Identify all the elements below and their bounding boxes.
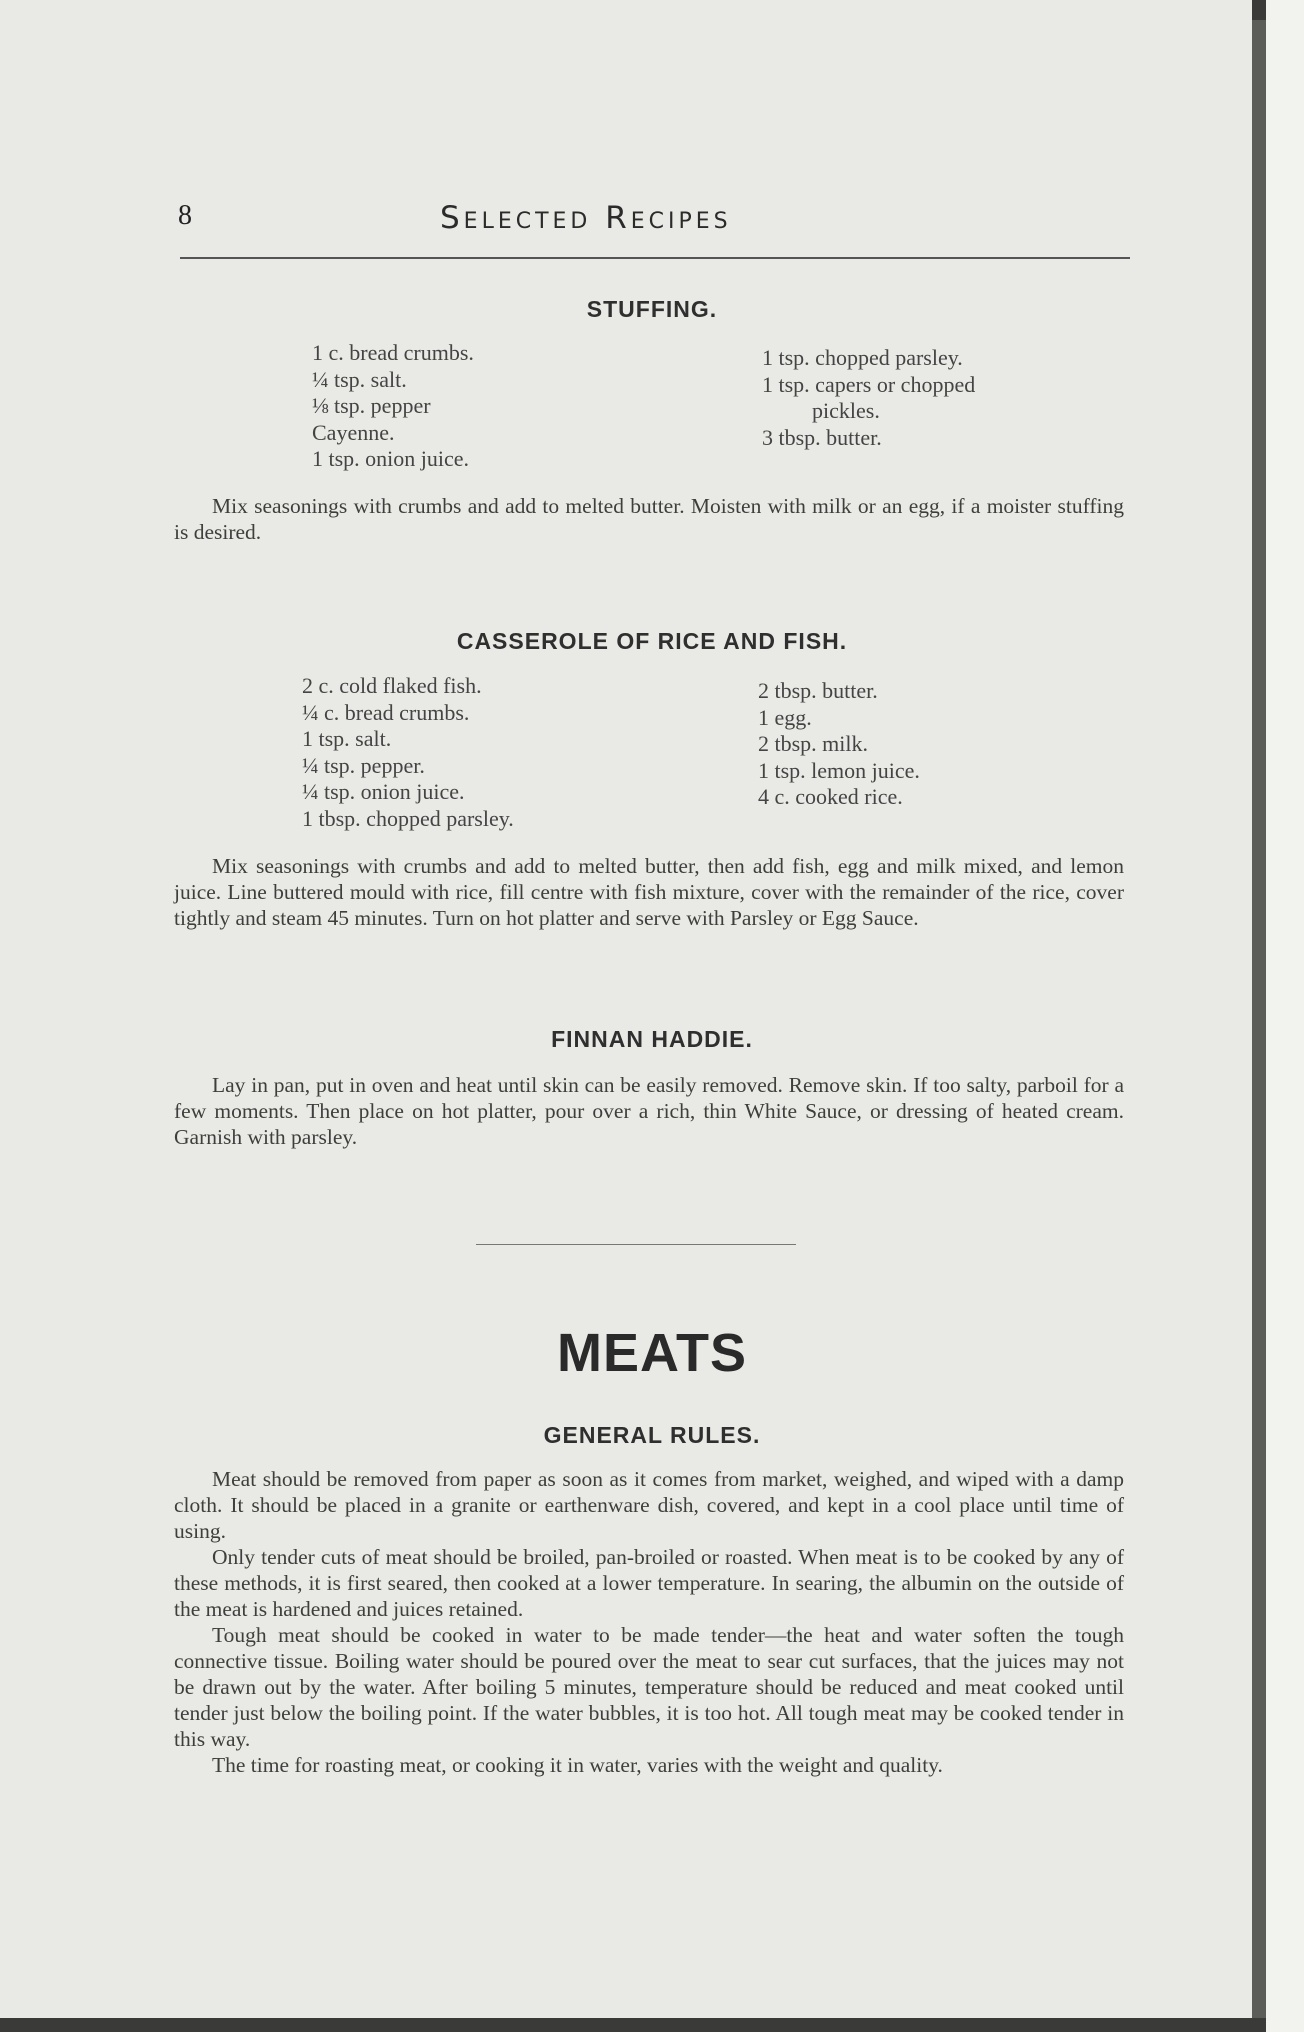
header-rule <box>180 257 1130 259</box>
ingredient-item: ¼ c. bread crumbs. <box>302 699 470 725</box>
page-number: 8 <box>178 200 192 231</box>
recipe-title-casserole: CASSEROLE OF RICE AND FISH. <box>456 628 848 654</box>
ingredient-item: ¼ tsp. onion juice. <box>302 779 465 804</box>
ingredient-item: pickles. <box>812 398 880 423</box>
ingredient-item: 1 tsp. chopped parsley. <box>762 345 963 370</box>
ingredient-item: ¼ tsp. salt. <box>312 366 407 392</box>
ingredient-item: 1 tsp. capers or chopped <box>762 371 976 397</box>
recipe-title-stuffing: STUFFING. <box>586 296 718 322</box>
ingredient-item: 2 tbsp. milk. <box>758 731 869 756</box>
casserole-ingredients-right <box>758 678 920 811</box>
ingredient-item: 3 tbsp. butter. <box>762 424 882 450</box>
section-title-meats: MEATS <box>557 1323 747 1383</box>
section-divider <box>476 1244 796 1245</box>
ingredient-item: 1 tsp. onion juice. <box>312 446 470 471</box>
rule-paragraph: The time for roasting meat, or cooking it in water, varies with the weight and quality. <box>212 1753 943 1777</box>
ingredient-item: ¼ tsp. pepper. <box>302 752 425 778</box>
ingredient-item: 2 c. cold flaked fish. <box>302 673 482 698</box>
rule-paragraph: Only tender cuts of meat should be broiled, pan-broiled or roasted. When meat is to be cooked by any of these methods, it is first seared, then cooked at a lower temperature. In searing, the albumin on the outside of the meat is hardened and juices retained. <box>174 1545 1124 1621</box>
method-paragraph: Mix seasonings with crumbs and add to melted butter. Moisten with milk or an egg, if a moister stuffing is desired. <box>174 494 1124 544</box>
finnan-method <box>174 1072 1124 1150</box>
rule-paragraph: Meat should be removed from paper as soon as it comes from market, weighed, and wiped with a damp cloth. It should be placed in a granite or earthenware dish, covered, and kept in a cool place until time of using. <box>174 1467 1124 1543</box>
casserole-ingredients-left <box>302 673 514 832</box>
subtitle-general-rules: GENERAL RULES. <box>543 1422 761 1448</box>
ingredient-item: 1 tsp. lemon juice. <box>758 757 920 783</box>
method-paragraph: Lay in pan, put in oven and heat until skin can be easily removed. Remove skin. If too salty, parboil for a few moments. Then place on hot platter, pour over a rich, thin White Sauce, or dressing of heated cream. Garnish with parsley. <box>174 1073 1124 1149</box>
ingredient-item: ⅛ tsp. pepper <box>312 393 431 418</box>
ingredient-item: 2 tbsp. butter. <box>758 678 878 703</box>
rule-paragraph: Tough meat should be cooked in water to be made tender—the heat and water soften the tough connective tissue. Boiling water should be poured over the meat to sear cut surfaces, that the juices may not be drawn out by the water. After boiling 5 minutes, temperature should be reduced and meat cooked until tender just below the boiling point. If the water bubbles, it is too hot. All tough meat may be cooked tender in this way. <box>174 1623 1124 1751</box>
casserole-method <box>174 853 1124 931</box>
ingredient-item: 1 tsp. salt. <box>302 726 392 751</box>
meats-rules <box>174 1466 1124 1778</box>
stuffing-ingredients-left <box>312 340 474 473</box>
ingredient-item: 1 egg. <box>758 704 812 730</box>
ingredient-item: Cayenne. <box>312 419 395 445</box>
ingredient-item: 4 c. cooked rice. <box>758 784 903 809</box>
recipe-title-finnan-haddie: FINNAN HADDIE. <box>551 1026 753 1052</box>
stuffing-ingredients-right <box>762 345 975 451</box>
stuffing-method <box>174 493 1124 545</box>
method-paragraph: Mix seasonings with crumbs and add to melted butter, then add fish, egg and milk mixed, and lemon juice. Line buttered mould with rice, fill centre with fish mixture, cover with the remainder of the rice, cover tightly and steam 45 minutes. Turn on hot platter and serve with Parsley or Egg Sauce. <box>174 854 1124 930</box>
running-head: Selected Recipes <box>440 200 732 236</box>
ingredient-item: 1 tbsp. chopped parsley. <box>302 805 514 831</box>
ingredient-item: 1 c. bread crumbs. <box>312 340 474 365</box>
